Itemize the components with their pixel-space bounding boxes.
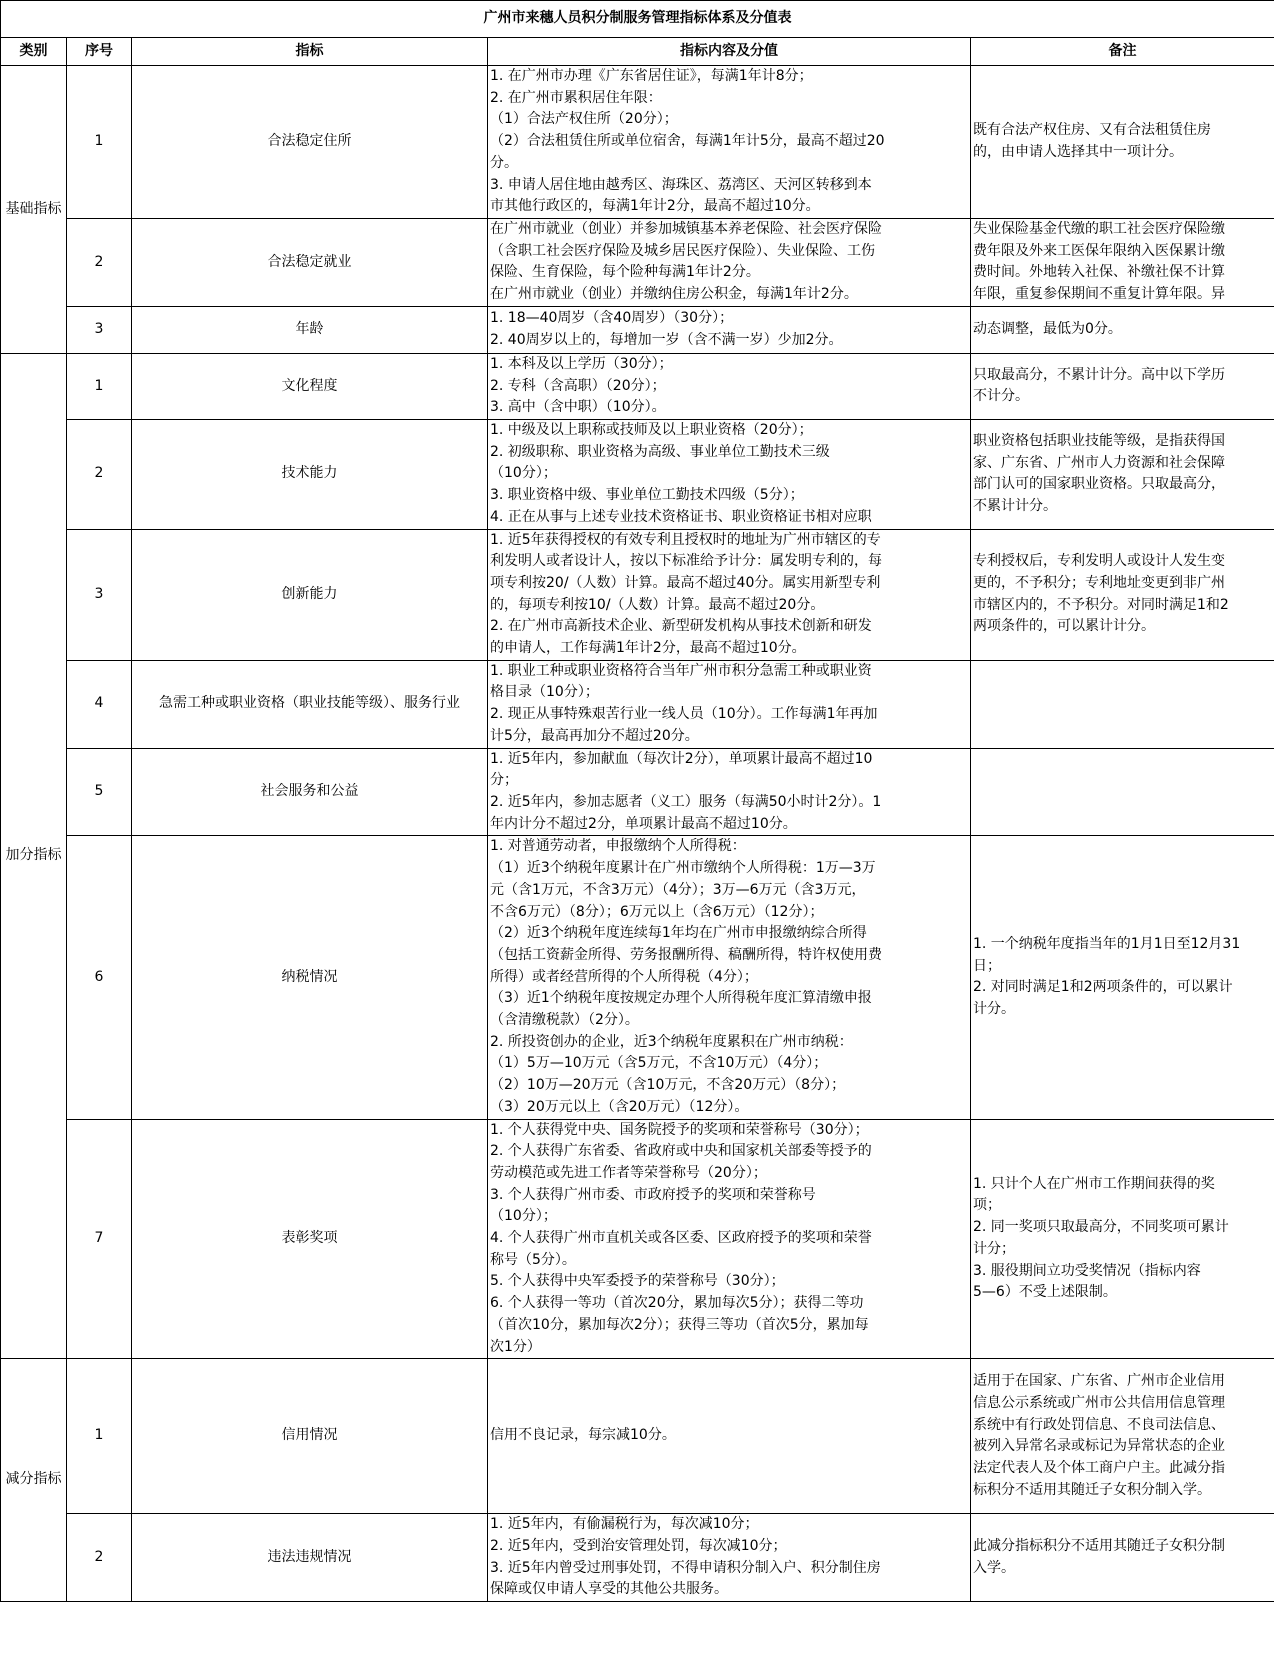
indicator-cell: 合法稳定住所 <box>132 66 488 219</box>
text-line: 标积分不适用其随迁子女积分制入学。 <box>973 1481 1211 1498</box>
text-line: （10分）； <box>490 465 557 482</box>
content-cell <box>488 836 971 1119</box>
remark-cell <box>971 660 1274 748</box>
text-line: 2. 在广州市高新技术企业、新型研发机构从事技术创新和研发 <box>490 618 872 635</box>
indicator-cell: 社会服务和公益 <box>132 748 488 836</box>
row-number: 1 <box>67 353 132 419</box>
remark-cell <box>971 1359 1274 1514</box>
category-cell: 减分指标 <box>1 1359 67 1602</box>
category-cell: 基础指标 <box>1 66 67 354</box>
text-line: 1. 职业工种或职业资格符合当年广州市积分急需工种或职业资 <box>490 662 872 679</box>
text-line: 2. 所投资创办的企业，近3个纳税年度累积在广州市纳税： <box>490 1033 853 1050</box>
remark-cell <box>971 748 1274 836</box>
row-number: 2 <box>67 1514 132 1602</box>
table-row <box>1 1119 1274 1359</box>
text-line: 年限，重复参保期间不重复计算年限。异 <box>973 286 1225 303</box>
text-line: 不累计计分。 <box>973 497 1057 514</box>
text-line: 不计分。 <box>973 388 1029 405</box>
table-row <box>1 420 1274 530</box>
row-number: 3 <box>67 529 132 660</box>
text-line: 劳动模范或先进工作者等荣誉称号（20分）； <box>490 1164 767 1181</box>
text-line: 费年限及外来工医保年限纳入医保累计缴 <box>973 242 1225 259</box>
remark-cell <box>971 420 1274 530</box>
text-line: 的申请人，工作每满1年计2分，最高不超过10分。 <box>490 640 806 657</box>
table-title: 广州市来穗人员积分制服务管理指标体系及分值表 <box>1 1 1274 38</box>
text-line: 的，每项专利按10/（人数）计算。最高不超过20分。 <box>490 596 825 613</box>
text-line: （1）近3个纳税年度累计在广州市缴纳个人所得税：1万—3万 <box>490 860 876 877</box>
content-cell <box>488 660 971 748</box>
text-line: 计分。 <box>973 1001 1015 1018</box>
table-row <box>1 1514 1274 1602</box>
content-cell <box>488 420 971 530</box>
indicator-cell: 急需工种或职业资格（职业技能等级）、服务行业 <box>132 660 488 748</box>
text-line: 1. 中级及以上职称或技师及以上职业资格（20分）； <box>490 422 813 439</box>
text-line: 失业保险基金代缴的职工社会医疗保险缴 <box>973 221 1225 238</box>
row-number: 6 <box>67 836 132 1119</box>
text-line: 5. 个人获得中央军委授予的荣誉称号（30分）； <box>490 1273 785 1290</box>
table-row <box>1 66 1274 219</box>
text-line: 3. 个人获得广州市委、市政府授予的奖项和荣誉称号 <box>490 1186 816 1203</box>
indicator-cell: 合法稳定就业 <box>132 218 488 306</box>
remark-cell <box>971 218 1274 306</box>
column-header: 指标 <box>132 38 488 66</box>
text-line: 不含6万元）（8分）；6万元以上（含6万元）（12分）； <box>490 903 824 920</box>
text-line: （包括工资薪金所得、劳务报酬所得、稿酬所得，特许权使用费 <box>490 946 882 963</box>
text-line: 1. 近5年内，参加献血（每次计2分），单项累计最高不超过10 <box>490 750 873 767</box>
content-cell <box>488 218 971 306</box>
text-line: 所得）或者经营所得的个人所得税（4分）； <box>490 968 758 985</box>
row-number: 2 <box>67 420 132 530</box>
text-line: 职业资格包括职业技能等级，是指获得国 <box>973 432 1225 449</box>
content-cell <box>488 306 971 353</box>
table-row <box>1 353 1274 419</box>
text-line: 元（含1万元，不含3万元）（4分）；3万—6万元（含3万元， <box>490 881 866 898</box>
content-cell <box>488 1514 971 1602</box>
text-line: 2. 近5年内，参加志愿者（义工）服务（每满50小时计2分）。1 <box>490 793 882 810</box>
text-line: 1. 一个纳税年度指当年的1月1日至12月31 <box>973 936 1241 953</box>
text-line: 既有合法产权住房、又有合法租赁住房 <box>973 122 1211 139</box>
text-line: 市其他行政区的，每满1年计2分，最高不超过10分。 <box>490 198 820 215</box>
text-line: 1. 18—40周岁（含40周岁）（30分）； <box>490 310 734 327</box>
text-line: 两项条件的，可以累计计分。 <box>973 618 1155 635</box>
text-line: 3. 职业资格中级、事业单位工勤技术四级（5分）； <box>490 487 804 504</box>
text-line: 3. 服役期间立功受奖情况（指标内容 <box>973 1262 1201 1279</box>
text-line: （3）20万元以上（含20万元）（12分）。 <box>490 1098 749 1115</box>
text-line: 1. 只计个人在广州市工作期间获得的奖 <box>973 1175 1215 1192</box>
text-line: 2. 40周岁以上的，每增加一岁（含不满一岁）少加2分。 <box>490 331 843 348</box>
text-line: 1. 对普通劳动者，申报缴纳个人所得税： <box>490 838 746 855</box>
text-line: 称号（5分）。 <box>490 1251 576 1268</box>
remark-cell <box>971 529 1274 660</box>
text-line: （含清缴税款）（2分）。 <box>490 1012 639 1029</box>
content-cell <box>488 748 971 836</box>
text-line: （2）合法租赁住所或单位宿舍，每满1年计5分，最高不超过20 <box>490 133 885 150</box>
text-line: （1）合法产权住所（20分）； <box>490 111 678 128</box>
remark-cell <box>971 836 1274 1119</box>
row-number: 2 <box>67 218 132 306</box>
table-row <box>1 218 1274 306</box>
text-line: 入学。 <box>973 1559 1015 1576</box>
text-line: 2. 在广州市累积居住年限： <box>490 89 662 106</box>
row-number: 1 <box>67 1359 132 1514</box>
category-cell: 加分指标 <box>1 353 67 1358</box>
indicator-cell: 文化程度 <box>132 353 488 419</box>
indicator-cell: 纳税情况 <box>132 836 488 1119</box>
text-line: 被列入异常名录或标记为异常状态的企业 <box>973 1438 1225 1455</box>
text-line: 家、广东省、广州市人力资源和社会保障 <box>973 454 1225 471</box>
row-number: 7 <box>67 1119 132 1359</box>
text-line: 项专利按20/（人数）计算。最高不超过40分。属实用新型专利 <box>490 574 881 591</box>
text-line: 日； <box>973 957 1001 974</box>
text-line: 3. 近5年内曾受过刑事处罚，不得申请积分制入户、积分制住房 <box>490 1559 881 1576</box>
table-row <box>1 660 1274 748</box>
text-line: 1. 近5年获得授权的有效专利且授权时的地址为广州市辖区的专 <box>490 531 881 548</box>
text-line: 动态调整，最低为0分。 <box>973 321 1122 338</box>
row-number: 4 <box>67 660 132 748</box>
text-line: 法定代表人及个体工商户户主。此减分指 <box>973 1459 1225 1476</box>
text-line: 市辖区内的，不予积分。对同时满足1和2 <box>973 596 1229 613</box>
text-line: 分； <box>490 772 518 789</box>
indicator-cell: 创新能力 <box>132 529 488 660</box>
column-header: 备注 <box>971 38 1274 66</box>
text-line: 1. 近5年内，有偷漏税行为，每次减10分； <box>490 1516 759 1533</box>
column-header: 类别 <box>1 38 67 66</box>
text-line: （3）近1个纳税年度按规定办理个人所得税年度汇算清缴申报 <box>490 990 872 1007</box>
text-line: 的，由申请人选择其中一项计分。 <box>973 143 1183 160</box>
text-line: 2. 同一奖项只取最高分，不同奖项可累计 <box>973 1219 1229 1236</box>
table-row <box>1 748 1274 836</box>
text-line: （1）5万—10万元（含5万元，不含10万元）（4分）； <box>490 1055 828 1072</box>
text-line: 利发明人或者设计人，按以下标准给予计分：属发明专利的，每 <box>490 553 882 570</box>
text-line: 计5分，最高再加分不超过20分。 <box>490 727 699 744</box>
remark-cell <box>971 353 1274 419</box>
text-line: 1. 在广州市办理《广东省居住证》，每满1年计8分； <box>490 68 813 84</box>
text-line: 格目录（10分）； <box>490 684 599 701</box>
remark-cell <box>971 1119 1274 1359</box>
content-cell <box>488 529 971 660</box>
text-line: 在广州市就业（创业）并参加城镇基本养老保险、社会医疗保险 <box>490 221 882 238</box>
indicator-cell: 违法违规情况 <box>132 1514 488 1602</box>
remark-cell <box>971 66 1274 219</box>
indicator-cell: 年龄 <box>132 306 488 353</box>
text-line: 4. 个人获得广州市直机关或各区委、区政府授予的奖项和荣誉 <box>490 1230 872 1247</box>
text-line: 5—6）不受上述限制。 <box>973 1284 1117 1301</box>
text-line: 2. 近5年内，受到治安管理处罚，每次减10分； <box>490 1538 787 1555</box>
text-line: 部门认可的国家职业资格。只取最高分， <box>973 476 1225 493</box>
text-line: 只取最高分，不累计计分。高中以下学历 <box>973 366 1225 383</box>
text-line: 信用不良记录，每宗减10分。 <box>490 1427 676 1444</box>
text-line: 1. 个人获得党中央、国务院授予的奖项和荣誉称号（30分）； <box>490 1121 869 1138</box>
text-line: 1. 本科及以上学历（30分）； <box>490 355 673 372</box>
text-line: 保险、生育保险，每个险种每满1年计2分。 <box>490 264 760 281</box>
text-line: 保障或仅申请人享受的其他公共服务。 <box>490 1581 728 1598</box>
text-line: 2. 对同时满足1和2两项条件的，可以累计 <box>973 979 1233 996</box>
table-row <box>1 529 1274 660</box>
text-line: 3. 申请人居住地由越秀区、海珠区、荔湾区、天河区转移到本 <box>490 176 872 193</box>
text-line: 2. 现正从事特殊艰苦行业一线人员（10分）。工作每满1年再加 <box>490 706 878 723</box>
table-row <box>1 1359 1274 1514</box>
text-line: 次1分） <box>490 1338 541 1355</box>
content-cell <box>488 353 971 419</box>
text-line: 计分； <box>973 1240 1015 1257</box>
remark-cell <box>971 306 1274 353</box>
text-line: 更的，不予积分；专利地址变更到非广州 <box>973 574 1225 591</box>
content-cell <box>488 1119 971 1359</box>
text-line: 6. 个人获得一等功（首次20分，累加每次5分）；获得二等功 <box>490 1295 864 1312</box>
column-header: 指标内容及分值 <box>488 38 971 66</box>
text-line: 3. 高中（含中职）（10分）。 <box>490 399 666 416</box>
text-line: 2. 专科（含高职）（20分）； <box>490 377 666 394</box>
text-line: 适用于在国家、广东省、广州市企业信用 <box>973 1373 1225 1390</box>
text-line: （2）10万—20万元（含10万元，不含20万元）（8分）； <box>490 1077 846 1094</box>
text-line: （2）近3个纳税年度连续每1年均在广州市申报缴纳综合所得 <box>490 925 867 942</box>
table-row <box>1 836 1274 1119</box>
text-line: 专利授权后，专利发明人或设计人发生变 <box>973 553 1225 570</box>
content-cell <box>488 66 971 219</box>
text-line: 在广州市就业（创业）并缴纳住房公积金，每满1年计2分。 <box>490 286 858 303</box>
text-line: 费时间。外地转入社保、补缴社保不计算 <box>973 264 1225 281</box>
text-line: 项； <box>973 1197 1001 1214</box>
row-number: 3 <box>67 306 132 353</box>
column-header: 序号 <box>67 38 132 66</box>
indicator-cell: 信用情况 <box>132 1359 488 1514</box>
text-line: 分。 <box>490 154 518 171</box>
content-cell <box>488 1359 971 1514</box>
table-row <box>1 306 1274 353</box>
row-number: 1 <box>67 66 132 219</box>
remark-cell <box>971 1514 1274 1602</box>
text-line: 系统中有行政处罚信息、不良司法信息、 <box>973 1416 1225 1433</box>
text-line: 信息公示系统或广州市公共信用信息管理 <box>973 1394 1225 1411</box>
text-line: 4. 正在从事与上述专业技术资格证书、职业资格证书相对应职 <box>490 508 872 525</box>
indicator-cell: 技术能力 <box>132 420 488 530</box>
text-line: 2. 个人获得广东省委、省政府或中央和国家机关部委等授予的 <box>490 1143 872 1160</box>
text-line: （含职工社会医疗保险及城乡居民医疗保险）、失业保险、工伤 <box>490 242 875 259</box>
text-line: （10分）； <box>490 1208 557 1225</box>
text-line: 此减分指标积分不适用其随迁子女积分制 <box>973 1538 1225 1555</box>
indicator-cell: 表彰奖项 <box>132 1119 488 1359</box>
text-line: （首次10分，累加每次2分）；获得三等功（首次5分，累加每 <box>490 1316 869 1333</box>
row-number: 5 <box>67 748 132 836</box>
text-line: 2. 初级职称、职业资格为高级、事业单位工勤技术三级 <box>490 443 830 460</box>
text-line: 年内计分不超过2分，单项累计最高不超过10分。 <box>490 815 797 832</box>
